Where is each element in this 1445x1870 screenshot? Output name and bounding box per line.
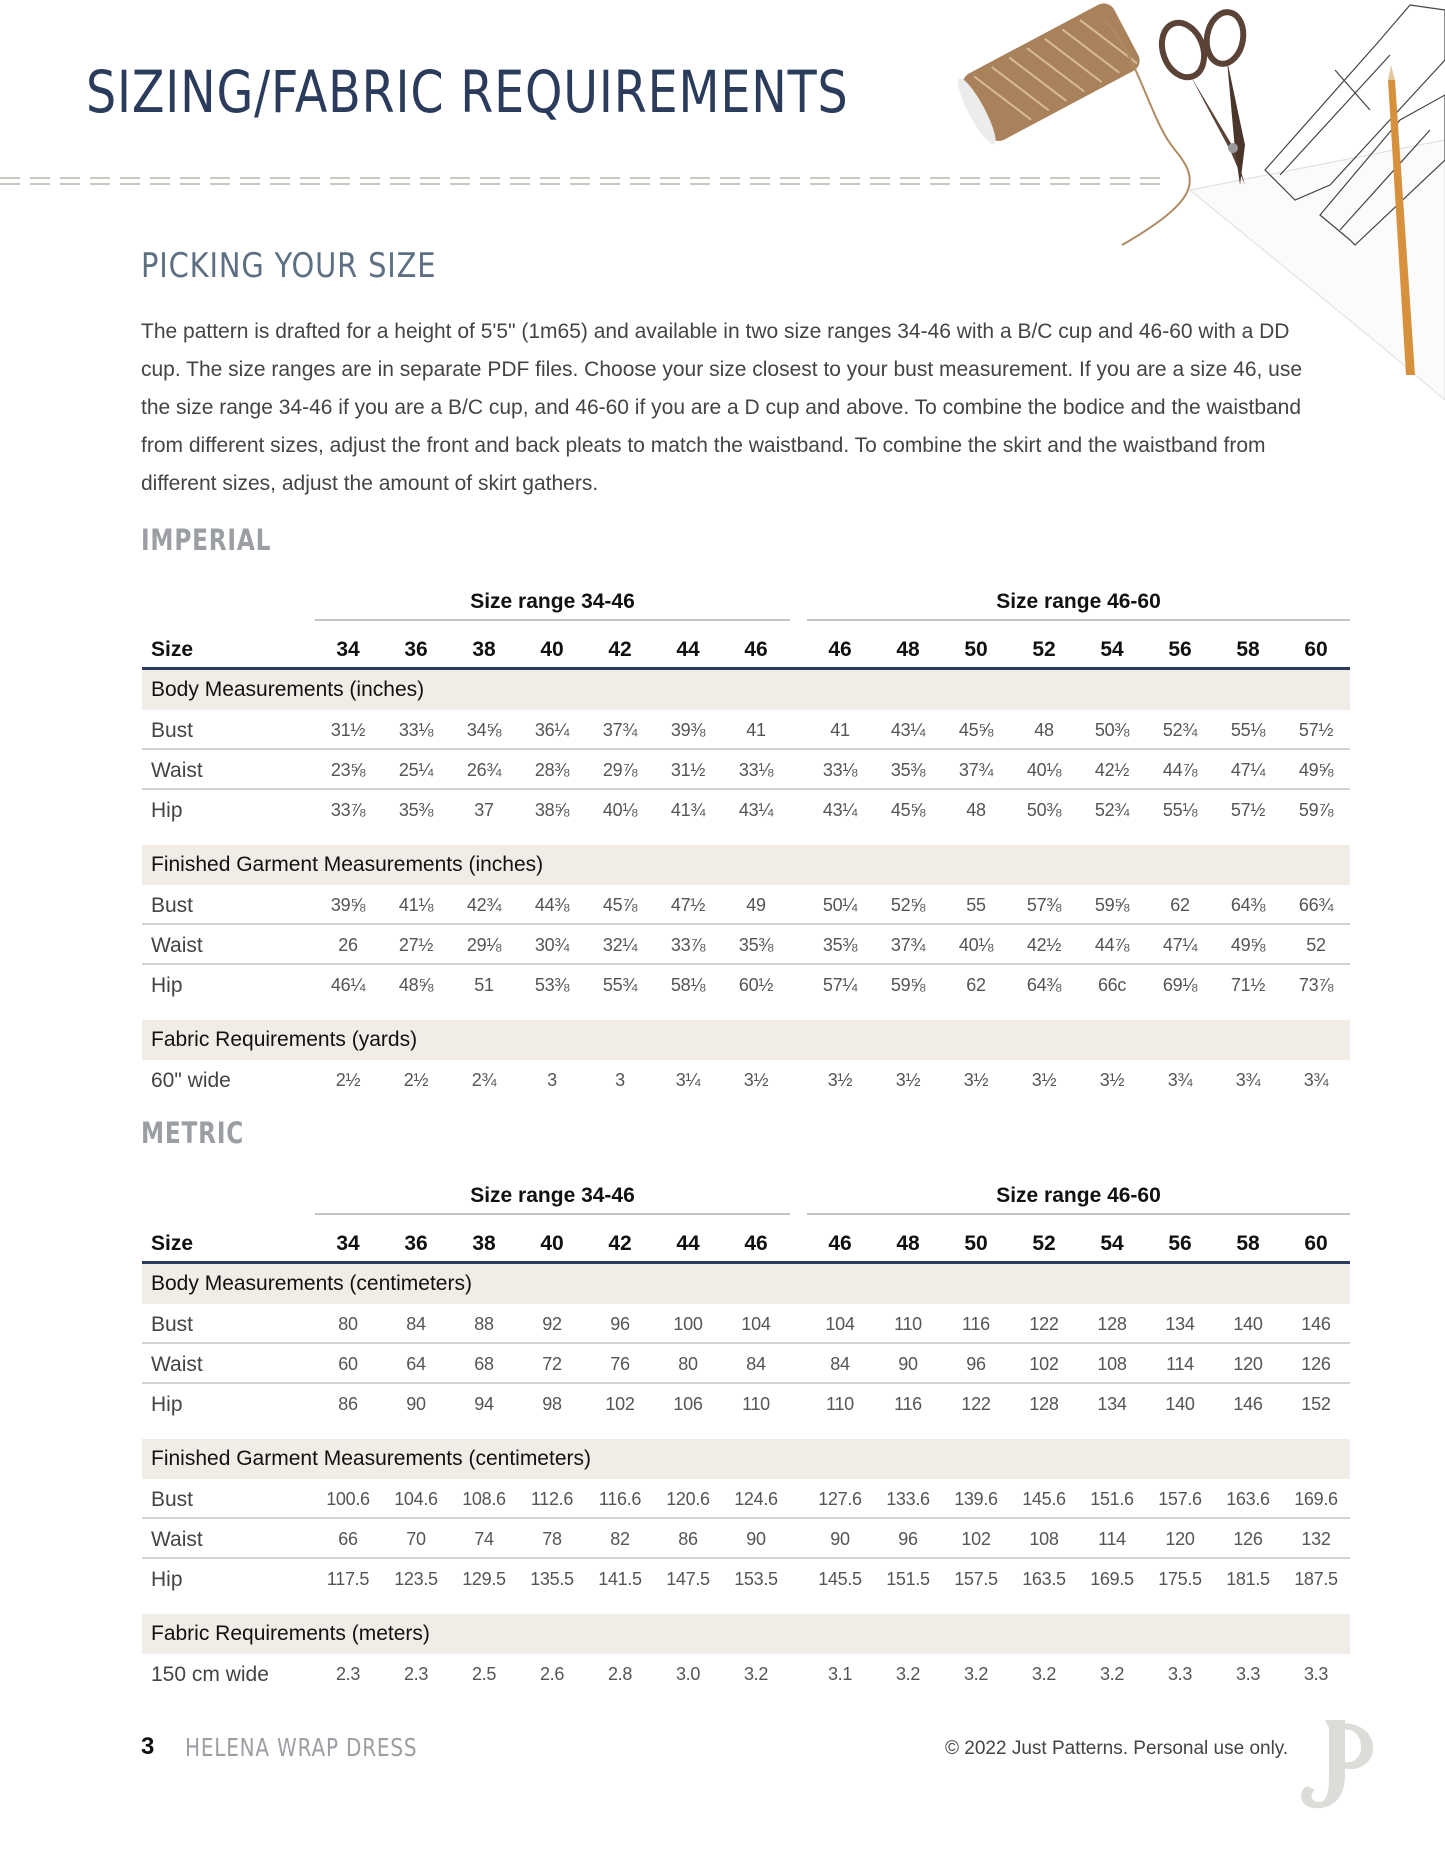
table-cell: 33⅛ (738, 760, 774, 780)
row-label: Bust (151, 1313, 194, 1336)
table-cell: 151.6 (1090, 1489, 1134, 1509)
table-cell: 116.6 (598, 1489, 642, 1509)
table-cell: 114 (1166, 1354, 1194, 1374)
table-cell: 41⅛ (398, 895, 434, 915)
size-column-header: 36 (404, 1232, 428, 1255)
table-row (142, 1479, 1350, 1519)
size-column-header: 54 (1100, 1232, 1124, 1255)
table-row (142, 965, 1350, 1005)
size-range-label: Size range 46-60 (996, 1184, 1161, 1207)
table-cell: 55 (966, 895, 986, 915)
size-range-label: Size range 34-46 (470, 590, 635, 613)
table-cell: 90 (898, 1354, 918, 1374)
size-column-header: 50 (964, 638, 988, 661)
table-cell: 50⅜ (1094, 720, 1130, 740)
table-cell: 127.6 (818, 1489, 862, 1509)
range-divider (315, 619, 790, 621)
table-cell: 108 (1029, 1529, 1059, 1549)
table-cell: 84 (746, 1354, 766, 1374)
table-cell: 141.5 (598, 1569, 642, 1589)
table-cell: 57½ (1298, 720, 1334, 740)
table-cell: 47¼ (1230, 760, 1266, 780)
table-cell: 47¼ (1162, 935, 1198, 955)
size-header-row (142, 1224, 1350, 1264)
table-cell: 169.5 (1090, 1569, 1134, 1589)
table-cell: 146 (1233, 1394, 1263, 1414)
table-cell: 146 (1301, 1314, 1331, 1334)
size-column-header: 44 (676, 638, 700, 661)
size-column-header: 56 (1168, 638, 1192, 661)
size-column-header: 46 (744, 638, 768, 661)
range-divider (807, 1213, 1350, 1215)
table-cell: 3¾ (1303, 1070, 1329, 1090)
table-cell: 59⅞ (1298, 800, 1334, 820)
table-cell: 3¼ (675, 1070, 701, 1090)
size-column-header: 60 (1304, 1232, 1328, 1255)
table-cell: 123.5 (394, 1569, 438, 1589)
table-cell: 157.5 (954, 1569, 998, 1589)
table-cell: 187.5 (1294, 1569, 1338, 1589)
table-cell: 49 (746, 895, 766, 915)
table-cell: 68 (474, 1354, 494, 1374)
table-cell: 100 (673, 1314, 703, 1334)
table-cell: 2¾ (471, 1070, 497, 1090)
table-cell: 47½ (670, 895, 706, 915)
row-label: Hip (151, 1568, 183, 1591)
size-column-label: Size (151, 1232, 194, 1255)
table-cell: 74 (474, 1529, 494, 1549)
table-row (142, 1304, 1350, 1344)
table-cell: 106 (673, 1394, 703, 1414)
section-band: Finished Garment Measurements (centimeters) (142, 1439, 1350, 1479)
table-cell: 49⅝ (1298, 760, 1334, 780)
table-cell: 152 (1301, 1394, 1331, 1414)
size-column-header: 46 (828, 1232, 852, 1255)
table-cell: 28⅜ (534, 760, 570, 780)
table-cell: 2.3 (403, 1664, 429, 1684)
table-cell: 90 (830, 1529, 850, 1549)
table-row (142, 710, 1350, 750)
table-cell: 128 (1029, 1394, 1059, 1414)
table-cell: 3¾ (1167, 1070, 1193, 1090)
table-cell: 134 (1165, 1314, 1195, 1334)
table-cell: 45⅝ (890, 800, 926, 820)
table-cell: 151.5 (886, 1569, 930, 1589)
row-label: Hip (151, 799, 183, 822)
table-cell: 84 (830, 1354, 850, 1374)
table-cell: 43¼ (822, 800, 858, 820)
table-cell: 50¼ (822, 895, 858, 915)
table-cell: 3.0 (675, 1664, 701, 1684)
table-cell: 42¾ (466, 895, 502, 915)
table-cell: 35⅜ (398, 800, 434, 820)
table-cell: 86 (338, 1394, 358, 1414)
table-cell: 110 (894, 1314, 922, 1334)
table-cell: 110 (742, 1394, 770, 1414)
table-cell: 35⅜ (738, 935, 774, 955)
table-cell: 62 (1170, 895, 1190, 915)
table-cell: 36¼ (534, 720, 570, 740)
row-label: Waist (151, 1353, 203, 1376)
table-cell: 3½ (1099, 1070, 1125, 1090)
size-column-header: 40 (540, 638, 564, 661)
table-cell: 57½ (1230, 800, 1266, 820)
table-cell: 96 (610, 1314, 630, 1334)
table-cell: 108.6 (462, 1489, 506, 1509)
table-cell: 129.5 (462, 1569, 506, 1589)
table-cell: 122 (1029, 1314, 1059, 1334)
table-cell: 48⅝ (398, 975, 434, 995)
table-cell: 39⅝ (330, 895, 366, 915)
table-cell: 88 (474, 1314, 494, 1334)
table-cell: 41¾ (670, 800, 706, 820)
size-column-header: 34 (336, 638, 360, 661)
table-cell: 2.6 (539, 1664, 565, 1684)
size-column-header: 50 (964, 1232, 988, 1255)
table-cell: 41 (746, 720, 766, 740)
table-cell: 96 (966, 1354, 986, 1374)
table-cell: 134 (1097, 1394, 1127, 1414)
table-cell: 64⅜ (1026, 975, 1062, 995)
table-cell: 66c (1097, 975, 1127, 995)
size-column-header: 34 (336, 1232, 360, 1255)
range-divider (807, 619, 1350, 621)
imperial-heading: IMPERIAL (141, 523, 272, 557)
table-cell: 3½ (963, 1070, 989, 1090)
table-cell: 114 (1098, 1529, 1126, 1549)
table-cell: 34⅝ (466, 720, 502, 740)
table-cell: 3.2 (1099, 1664, 1125, 1684)
table-cell: 3.1 (827, 1664, 853, 1684)
table-cell: 117.5 (326, 1569, 370, 1589)
table-cell: 104 (741, 1314, 771, 1334)
table-cell: 43¼ (890, 720, 926, 740)
table-cell: 3½ (827, 1070, 853, 1090)
table-cell: 44⅞ (1162, 760, 1198, 780)
table-cell: 60½ (738, 975, 774, 995)
table-cell: 116 (962, 1314, 990, 1334)
row-label: Bust (151, 719, 194, 742)
table-cell: 70 (406, 1529, 426, 1549)
size-column-header: 54 (1100, 638, 1124, 661)
table-cell: 33⅞ (330, 800, 366, 820)
table-cell: 55⅛ (1230, 720, 1266, 740)
table-cell: 135.5 (530, 1569, 574, 1589)
table-cell: 48 (966, 800, 986, 820)
table-cell: 92 (542, 1314, 562, 1334)
footer-page-number: 3 (141, 1733, 155, 1760)
table-cell: 126 (1301, 1354, 1331, 1374)
table-cell: 31½ (670, 760, 706, 780)
table-cell: 33⅛ (822, 760, 858, 780)
size-column-header: 40 (540, 1232, 564, 1255)
footer-pattern-name: HELENA WRAP DRESS (185, 1733, 418, 1762)
table-cell: 52¾ (1094, 800, 1130, 820)
table-cell: 133.6 (886, 1489, 930, 1509)
table-cell: 52 (1306, 935, 1326, 955)
table-cell: 140 (1165, 1394, 1195, 1414)
table-cell: 102 (605, 1394, 635, 1414)
table-cell: 116 (894, 1394, 922, 1414)
table-cell: 90 (406, 1394, 426, 1414)
table-cell: 44⅞ (1094, 935, 1130, 955)
table-cell: 32¼ (602, 935, 638, 955)
table-cell: 35⅜ (822, 935, 858, 955)
table-cell: 163.5 (1022, 1569, 1066, 1589)
table-cell: 53⅜ (534, 975, 570, 995)
section-band: Fabric Requirements (meters) (142, 1614, 1350, 1654)
table-cell: 64⅜ (1230, 895, 1266, 915)
table-row (142, 790, 1350, 830)
table-cell: 120 (1165, 1529, 1195, 1549)
table-cell: 42½ (1094, 760, 1130, 780)
table-cell: 78 (542, 1529, 562, 1549)
size-range-label: Size range 46-60 (996, 590, 1161, 613)
table-row (142, 925, 1350, 965)
row-label: Bust (151, 1488, 194, 1511)
size-column-header: 58 (1236, 638, 1260, 661)
table-cell: 35⅜ (890, 760, 926, 780)
table-cell: 57¼ (822, 975, 858, 995)
table-cell: 163.6 (1226, 1489, 1270, 1509)
table-cell: 120.6 (666, 1489, 710, 1509)
table-cell: 66¾ (1298, 895, 1334, 915)
table-cell: 2½ (403, 1070, 429, 1090)
table-cell: 80 (338, 1314, 358, 1334)
table-cell: 59⅝ (1094, 895, 1130, 915)
table-cell: 3 (615, 1070, 625, 1090)
table-cell: 2½ (335, 1070, 361, 1090)
row-label: Bust (151, 894, 194, 917)
table-cell: 132 (1301, 1529, 1331, 1549)
table-cell: 2.3 (335, 1664, 361, 1684)
table-cell: 41 (830, 720, 850, 740)
table-row (142, 1060, 1350, 1100)
metric-size-table (142, 1184, 1350, 1694)
table-cell: 3.2 (1031, 1664, 1057, 1684)
table-cell: 26¾ (466, 760, 502, 780)
table-cell: 145.6 (1022, 1489, 1066, 1509)
table-cell: 62 (966, 975, 986, 995)
table-row (142, 1384, 1350, 1424)
page-title: SIZING/FABRIC REQUIREMENTS (86, 58, 849, 126)
size-column-header: 52 (1032, 638, 1056, 661)
table-cell: 2.8 (607, 1664, 633, 1684)
table-cell: 110 (826, 1394, 854, 1414)
size-column-label: Size (151, 638, 194, 661)
size-column-header: 36 (404, 638, 428, 661)
size-header-row (142, 630, 1350, 670)
table-cell: 3.2 (743, 1664, 769, 1684)
table-cell: 3½ (895, 1070, 921, 1090)
table-cell: 46¼ (330, 975, 366, 995)
table-cell: 147.5 (666, 1569, 710, 1589)
row-label: Hip (151, 1393, 183, 1416)
table-cell: 51 (474, 975, 494, 995)
section-band: Body Measurements (centimeters) (142, 1264, 1350, 1304)
table-cell: 157.6 (1158, 1489, 1202, 1509)
table-cell: 57⅜ (1026, 895, 1062, 915)
table-cell: 52¾ (1162, 720, 1198, 740)
size-range-header-row (142, 590, 1350, 630)
table-cell: 96 (898, 1529, 918, 1549)
table-cell: 169.6 (1294, 1489, 1338, 1509)
table-cell: 86 (678, 1529, 698, 1549)
table-cell: 3¾ (1235, 1070, 1261, 1090)
size-column-header: 38 (472, 638, 496, 661)
table-cell: 23⅝ (330, 760, 366, 780)
table-cell: 49⅝ (1230, 935, 1266, 955)
table-cell: 33⅛ (398, 720, 434, 740)
table-row (142, 1344, 1350, 1384)
table-cell: 102 (1029, 1354, 1059, 1374)
table-cell: 30¾ (534, 935, 570, 955)
table-cell: 3.2 (963, 1664, 989, 1684)
table-cell: 145.5 (818, 1569, 862, 1589)
size-column-header: 48 (896, 638, 920, 661)
table-cell: 94 (474, 1394, 494, 1414)
table-cell: 37¾ (890, 935, 926, 955)
table-cell: 31½ (330, 720, 366, 740)
size-range-header-row (142, 1184, 1350, 1224)
table-cell: 84 (406, 1314, 426, 1334)
table-row (142, 750, 1350, 790)
table-cell: 120 (1233, 1354, 1263, 1374)
table-cell: 128 (1097, 1314, 1127, 1334)
section-band: Finished Garment Measurements (inches) (142, 845, 1350, 885)
table-cell: 38⅝ (534, 800, 570, 820)
table-cell: 104 (825, 1314, 855, 1334)
table-cell: 3½ (743, 1070, 769, 1090)
table-cell: 45⅞ (602, 895, 638, 915)
table-cell: 55¾ (602, 975, 638, 995)
table-cell: 3 (547, 1070, 557, 1090)
table-cell: 124.6 (734, 1489, 778, 1509)
table-cell: 108 (1097, 1354, 1127, 1374)
footer-copyright: © 2022 Just Patterns. Personal use only. (945, 1738, 1289, 1759)
table-cell: 52⅝ (890, 895, 926, 915)
table-cell: 3½ (1031, 1070, 1057, 1090)
table-cell: 43¼ (738, 800, 774, 820)
just-patterns-logo-icon (1285, 1720, 1380, 1810)
size-column-header: 46 (828, 638, 852, 661)
size-column-header: 46 (744, 1232, 768, 1255)
section-band: Body Measurements (inches) (142, 670, 1350, 710)
table-row (142, 885, 1350, 925)
table-row (142, 1654, 1350, 1694)
row-label: 60" wide (151, 1069, 231, 1092)
table-cell: 102 (961, 1529, 991, 1549)
table-cell: 27½ (398, 935, 434, 955)
table-cell: 42½ (1026, 935, 1062, 955)
size-column-header: 42 (608, 1232, 632, 1255)
table-cell: 48 (1034, 720, 1054, 740)
table-cell: 39⅜ (670, 720, 706, 740)
table-cell: 104.6 (394, 1489, 438, 1509)
table-cell: 3.3 (1303, 1664, 1329, 1684)
table-cell: 64 (406, 1354, 426, 1374)
size-column-header: 58 (1236, 1232, 1260, 1255)
table-cell: 71½ (1230, 975, 1266, 995)
imperial-size-table (142, 590, 1350, 1100)
table-cell: 40⅛ (958, 935, 994, 955)
row-label: 150 cm wide (151, 1663, 269, 1686)
table-cell: 40⅛ (1026, 760, 1062, 780)
table-cell: 44⅜ (534, 895, 570, 915)
table-cell: 59⅝ (890, 975, 926, 995)
table-cell: 90 (746, 1529, 766, 1549)
table-cell: 50⅜ (1026, 800, 1062, 820)
size-range-label: Size range 34-46 (470, 1184, 635, 1207)
table-cell: 26 (338, 935, 358, 955)
table-cell: 37¾ (602, 720, 638, 740)
table-cell: 29⅛ (466, 935, 502, 955)
intro-paragraph: The pattern is drafted for a height of 5'5" (1m65) and available in two size ranges 34-46 with a B/C cup and 46-60 with a DD cup. The size ranges are in separate PDF files. Choose your size closest to your bust measurement. If you are a size 46, use the size range 34-46 if you are a B/C cup, and 46-60 if you are a D cup and above. To combine the bodice and the waistband from different sizes, adjust the front and back pleats to match the waistband. To combine the skirt and the waistband from different sizes, adjust the amount of skirt gathers. (141, 320, 1303, 495)
size-column-header: 42 (608, 638, 632, 661)
row-label: Hip (151, 974, 183, 997)
row-label: Waist (151, 934, 203, 957)
size-column-header: 60 (1304, 638, 1328, 661)
table-cell: 33⅞ (670, 935, 706, 955)
table-cell: 60 (338, 1354, 358, 1374)
size-column-header: 38 (472, 1232, 496, 1255)
table-cell: 3.3 (1167, 1664, 1193, 1684)
table-cell: 55⅛ (1162, 800, 1198, 820)
size-column-header: 56 (1168, 1232, 1192, 1255)
table-cell: 73⅞ (1298, 975, 1334, 995)
metric-heading: METRIC (141, 1116, 245, 1150)
table-cell: 69⅛ (1162, 975, 1198, 995)
table-cell: 126 (1233, 1529, 1263, 1549)
table-cell: 80 (678, 1354, 698, 1374)
size-column-header: 48 (896, 1232, 920, 1255)
table-cell: 181.5 (1226, 1569, 1270, 1589)
table-cell: 3.3 (1235, 1664, 1261, 1684)
section-heading-picking-size: PICKING YOUR SIZE (141, 246, 437, 286)
row-label: Waist (151, 759, 203, 782)
section-band: Fabric Requirements (yards) (142, 1020, 1350, 1060)
table-cell: 140 (1233, 1314, 1263, 1334)
table-cell: 66 (338, 1529, 358, 1549)
size-column-header: 52 (1032, 1232, 1056, 1255)
table-cell: 37¾ (958, 760, 994, 780)
table-cell: 37 (474, 800, 494, 820)
table-cell: 58⅛ (670, 975, 706, 995)
table-cell: 175.5 (1158, 1569, 1202, 1589)
table-cell: 29⅞ (602, 760, 638, 780)
table-cell: 100.6 (326, 1489, 370, 1509)
table-cell: 72 (542, 1354, 562, 1374)
table-cell: 76 (610, 1354, 630, 1374)
table-cell: 139.6 (954, 1489, 998, 1509)
table-cell: 153.5 (734, 1569, 778, 1589)
table-cell: 25¼ (398, 760, 434, 780)
table-row (142, 1519, 1350, 1559)
table-cell: 82 (610, 1529, 630, 1549)
table-cell: 3.2 (895, 1664, 921, 1684)
range-divider (315, 1213, 790, 1215)
table-row (142, 1559, 1350, 1599)
size-column-header: 44 (676, 1232, 700, 1255)
table-cell: 2.5 (471, 1664, 497, 1684)
table-cell: 112.6 (530, 1489, 574, 1509)
table-cell: 45⅝ (958, 720, 994, 740)
row-label: Waist (151, 1528, 203, 1551)
table-cell: 98 (542, 1394, 562, 1414)
table-cell: 40⅛ (602, 800, 638, 820)
table-cell: 122 (961, 1394, 991, 1414)
